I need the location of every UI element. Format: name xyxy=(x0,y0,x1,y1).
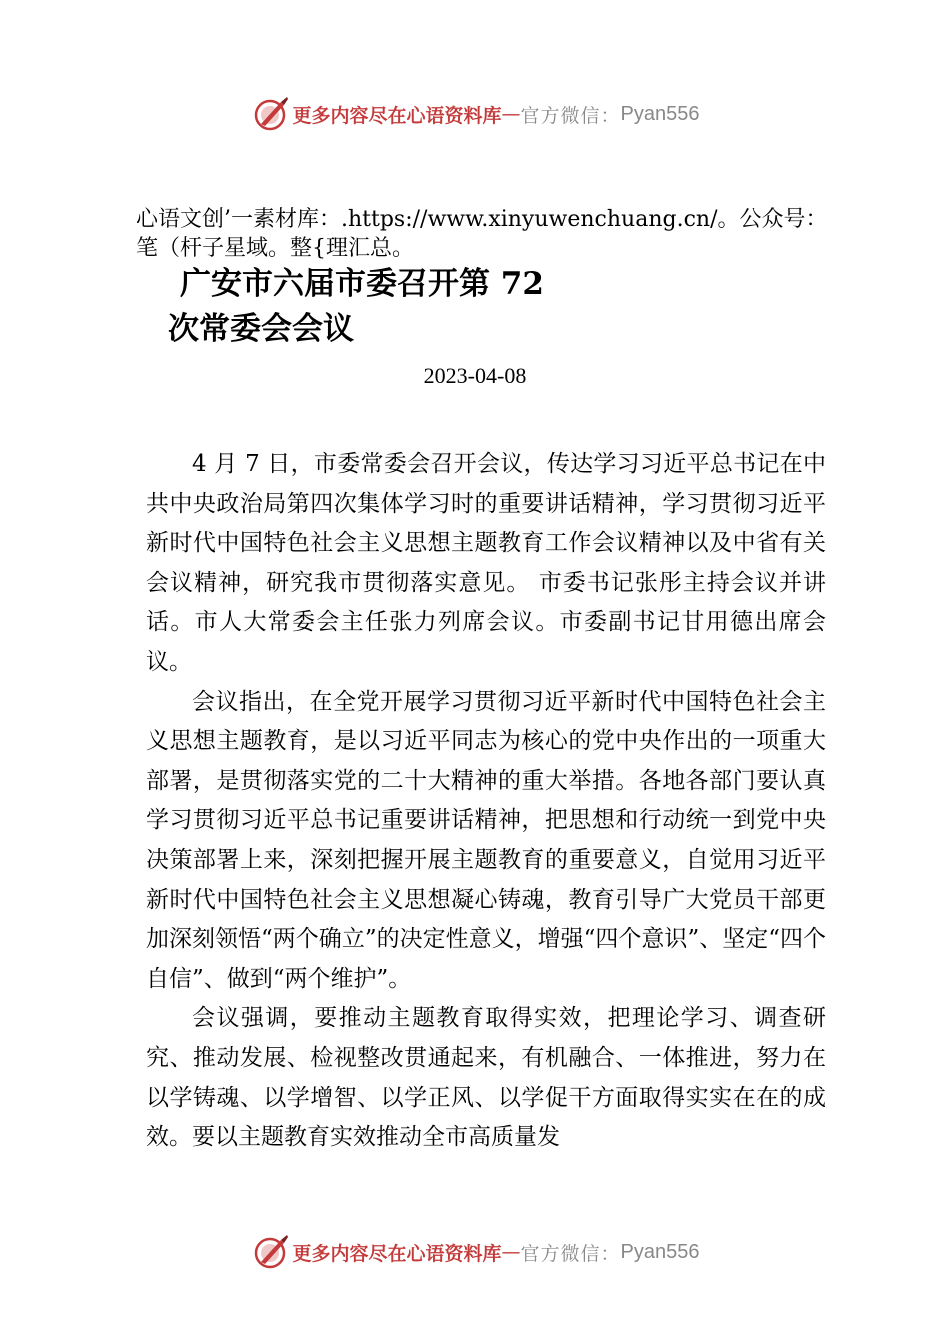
article-title xyxy=(168,262,628,352)
banner-dash: — xyxy=(501,103,521,125)
article-body xyxy=(146,445,826,1158)
banner-title: 更多内容尽在心语资料库 xyxy=(292,104,502,127)
banner-title: 更多内容尽在心语资料库 xyxy=(292,1242,502,1265)
banner-wechat-label: 官方微信： xyxy=(520,1242,621,1265)
article-title-line-1: 广安市六届市委召开第 72 xyxy=(180,266,544,302)
paragraph: 会议强调，要推动主题教育取得实效，把理论学习、调查研究、推动发展、检视整改贯通起来，有机融合、一体推进，努力在以学铸魂、以学增智、以学正风、以学促干方面取得实实在在的成效。要以主题教育实效推动全市高质量发 xyxy=(146,1005,826,1151)
banner-dash: — xyxy=(501,1241,521,1263)
paragraph: 4 月 7 日，市委常委会召开会议，传达学习习近平总书记在中共中央政治局第四次集体学习时的重要讲话精神，学习贯彻习近平新时代中国特色社会主义思想主题教育工作会议精神以及中省有关会议精神，研究我市贯彻落实意见。 市委书记张彤主持会议并讲话。市人大常委会主任张力列席会议。市委副书记甘用德出席会议。 xyxy=(146,451,826,675)
brush-logo-icon xyxy=(251,1232,291,1272)
banner-wechat-id: Pyan556 xyxy=(620,102,700,125)
brush-logo-icon xyxy=(251,94,291,134)
header-banner xyxy=(0,94,950,134)
banner-wechat-label: 官方微信： xyxy=(520,104,621,127)
paragraph: 会议指出，在全党开展学习贯彻习近平新时代中国特色社会主义思想主题教育，是以习近平同志为核心的党中央作出的一项重大部署，是贯彻落实党的二十大精神的重大举措。各地各部门要认真学习贯彻习近平总书记重要讲话精神，把思想和行动统一到党中央决策部署上来，深刻把握开展主题教育的重要意义，自觉用习近平新时代中国特色社会主义思想凝心铸魂，教育引导广大党员干部更加深刻领悟“两个确立”的决定性意义，增强“四个意识”、坚定“四个自信”、做到“两个维护”。 xyxy=(146,688,826,992)
footer-banner xyxy=(0,1232,950,1272)
article-title-line-2: 次常委会会议 xyxy=(168,311,354,347)
source-note: 心语文创’一素材库：.https://www.xinyuwenchuang.cn/。公众号：笔（杆子星域。整{理汇总。 xyxy=(136,207,828,261)
article-date: 2023-04-08 xyxy=(423,363,527,388)
banner-wechat-id: Pyan556 xyxy=(620,1240,700,1263)
